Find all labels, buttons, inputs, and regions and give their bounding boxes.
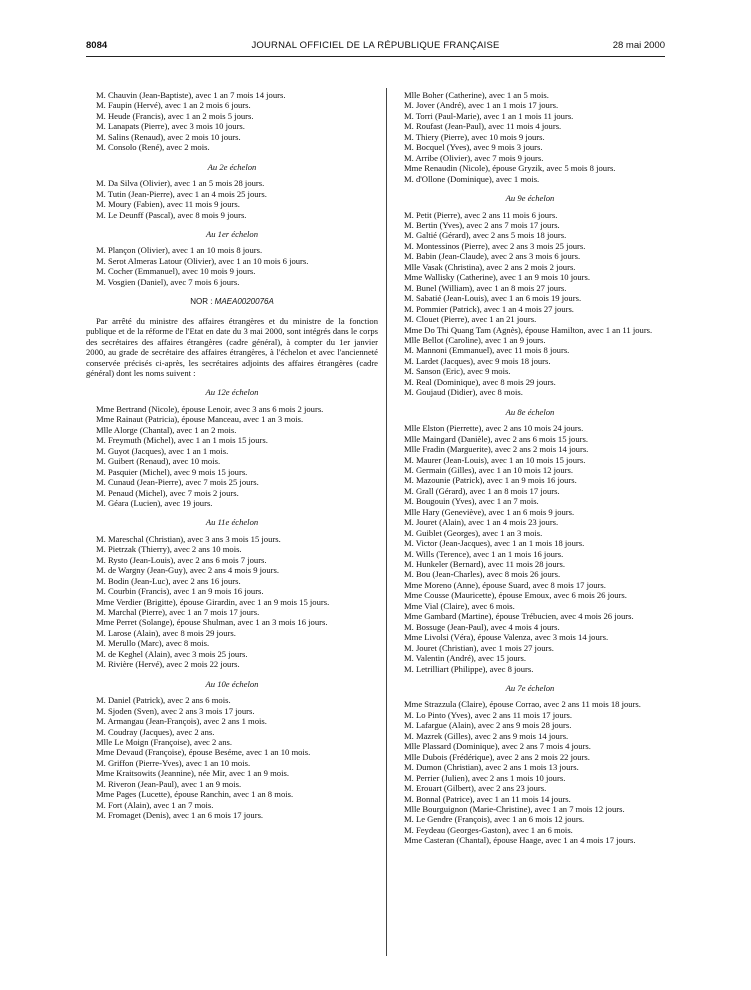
list-echelon-12 <box>86 404 378 509</box>
list-item: M. Thiery (Pierre), avec 10 mois 9 jours. <box>404 131 545 142</box>
list-item: M. de Keghel (Alain), avec 3 mois 25 jours. <box>96 648 248 659</box>
list-item: Mlle Hary (Geneviève), avec 1 an 6 mois 9 jours. <box>404 506 575 517</box>
list-item: M. Coudray (Jacques), avec 2 ans. <box>96 726 215 737</box>
list-item: M. Daniel (Patrick), avec 2 ans 6 mois. <box>96 695 231 706</box>
list-item: Mme Vial (Claire), avec 6 mois. <box>404 600 515 611</box>
list-item: M. Mazounie (Patrick), avec 1 an 9 mois 16 jours. <box>404 475 577 486</box>
list-item: M. Real (Dominique), avec 8 mois 29 jours. <box>404 376 556 387</box>
list-item: M. Courbin (Francis), avec 1 an 9 mois 16 jours. <box>96 586 264 597</box>
list-item: Mme Gambard (Martine), épouse Trébucien, avec 4 mois 26 jours. <box>404 611 634 622</box>
list-item: Mlle Elston (Pierrette), avec 2 ans 10 mois 24 jours. <box>404 423 584 434</box>
list-item: M. Heude (Francis), avec 1 an 2 mois 5 jours. <box>96 110 254 121</box>
list-item: M. Jover (André), avec 1 an 1 mois 17 jours. <box>404 100 559 111</box>
list-item: Mlle Le Moign (Françoise), avec 2 ans. <box>96 737 233 748</box>
section-echelon-8: Au 8e échelon <box>505 406 555 417</box>
list-item: M. Montessinos (Pierre), avec 2 ans 3 mois 25 jours. <box>404 240 586 251</box>
list-top-right <box>394 90 666 184</box>
list-item: M. Bossuge (Jean-Paul), avec 4 mois 4 jours. <box>404 621 560 632</box>
list-item: M. Armangau (Jean-François), avec 2 ans 1 mois. <box>96 716 267 727</box>
list-item: M. Larose (Alain), avec 8 mois 29 jours. <box>96 627 236 638</box>
list-item: M. Sanson (Eric), avec 9 mois. <box>404 366 511 377</box>
list-item: M. Goujaud (Didier), avec 8 mois. <box>404 387 523 398</box>
list-item: M. Consolo (René), avec 2 mois. <box>96 142 210 153</box>
section-echelon-12: Au 12e échelon <box>205 387 259 398</box>
list-item: M. Bonnal (Patrice), avec 1 an 11 mois 14 jours. <box>404 793 571 804</box>
list-item: M. Galtié (Gérard), avec 2 ans 5 mois 18 jours. <box>404 230 567 241</box>
section-echelon-2: Au 2e échelon <box>207 161 257 172</box>
list-item: M. Arribe (Olivier), avec 7 mois 9 jours. <box>404 152 544 163</box>
list-item: M. Clouet (Pierre), avec 1 an 21 jours. <box>404 314 537 325</box>
list-item: M. Rivière (Hervé), avec 2 mois 22 jours. <box>96 659 240 670</box>
page-header <box>86 40 665 54</box>
list-item: M. Bou (Jean-Charles), avec 8 mois 26 jours. <box>404 569 561 580</box>
list-item: M. Guibert (Renaud), avec 10 mois. <box>96 456 221 467</box>
list-item: Mme Do Thi Quang Tam (Agnès), épouse Hamilton, avec 1 an 11 jours. <box>404 324 653 335</box>
list-item: Mme Rainaut (Patricia), épouse Manceau, avec 1 an 3 mois. <box>96 414 304 425</box>
list-item: M. Da Silva (Olivier), avec 1 an 5 mois 28 jours. <box>96 178 265 189</box>
list-item: M. Dumon (Christian), avec 2 ans 1 mois 13 jours. <box>404 762 579 773</box>
list-item: Mlle Alorge (Chantal), avec 1 an 2 mois. <box>96 424 237 435</box>
nor-label: NOR : <box>190 297 213 307</box>
list-item: M. Fromaget (Denis), avec 1 an 6 mois 17 jours. <box>96 810 264 821</box>
list-item: Mme Wallisky (Catherine), avec 1 an 9 mois 10 jours. <box>404 272 591 283</box>
list-item: M. Bertin (Yves), avec 2 ans 7 mois 17 jours. <box>404 219 560 230</box>
list-item: M. Maurer (Jean-Louis), avec 1 an 10 mois 15 jours. <box>404 454 586 465</box>
list-item: M. Sabatié (Jean-Louis), avec 1 an 6 mois 19 jours. <box>404 293 582 304</box>
list-item: M. Babin (Jean-Claude), avec 2 ans 3 mois 6 jours. <box>404 251 581 262</box>
list-item: M. Fort (Alain), avec 1 an 7 mois. <box>96 799 214 810</box>
list-item: Mlle Boher (Catherine), avec 1 an 5 mois. <box>404 90 549 100</box>
nor-code: MAEA0020076A <box>214 297 274 307</box>
list-item: M. Riveron (Jean-Paul), avec 1 an 9 mois. <box>96 778 242 789</box>
list-item: M. Bodin (Jean-Luc), avec 2 ans 16 jours. <box>96 575 241 586</box>
column-separator <box>386 88 387 956</box>
list-item: M. Guyot (Jacques), avec 1 an 1 mois. <box>96 445 229 456</box>
section-echelon-11: Au 11e échelon <box>205 517 259 528</box>
list-echelon-1 <box>86 245 378 287</box>
right-column <box>394 90 666 846</box>
list-item: Mme Moreno (Anne), épouse Suard, avec 8 mois 17 jours. <box>404 579 606 590</box>
list-item: M. Penaud (Michel), avec 7 mois 2 jours. <box>96 487 239 498</box>
list-item: M. Marchal (Pierre), avec 1 an 7 mois 17 jours. <box>96 607 260 618</box>
list-item: Mlle Maingard (Danièle), avec 2 ans 6 mois 15 jours. <box>404 433 589 444</box>
list-item: M. Feydeau (Georges-Gaston), avec 1 an 6 mois. <box>404 824 573 835</box>
list-item: M. Pietrzak (Thierry), avec 2 ans 10 mois. <box>96 544 242 555</box>
list-item: M. Bocquel (Yves), avec 9 mois 3 jours. <box>404 142 543 153</box>
list-item: M. Lafargue (Alain), avec 2 ans 9 mois 28 jours. <box>404 720 572 731</box>
list-item: M. Roufast (Jean-Paul), avec 11 mois 4 jours. <box>404 121 562 132</box>
list-item: Mme Renaudin (Nicole), épouse Gryzik, avec 5 mois 8 jours. <box>404 163 616 174</box>
list-item: M. Chauvin (Jean-Baptiste), avec 1 an 7 mois 14 jours. <box>96 90 286 100</box>
list-item: M. Mareschal (Christian), avec 3 ans 3 mois 15 jours. <box>96 533 281 544</box>
list-item: M. Guiblet (Georges), avec 1 an 3 mois. <box>404 527 543 538</box>
list-item: M. Petit (Pierre), avec 2 ans 11 mois 6 jours. <box>404 209 558 220</box>
list-echelon-9 <box>394 210 666 398</box>
list-item: M. Mazrek (Gilles), avec 2 ans 9 mois 14 jours. <box>404 730 569 741</box>
list-item: Mme Devaud (Françoise), épouse Beséme, avec 1 an 10 mois. <box>96 747 311 758</box>
list-item: Mme Strazzula (Claire), épouse Corrao, avec 2 ans 11 mois 18 jours. <box>404 699 641 710</box>
left-column <box>86 90 378 821</box>
list-item: M. Grall (Gérard), avec 1 an 8 mois 17 jours. <box>404 485 560 496</box>
section-echelon-1: Au 1er échelon <box>205 228 259 239</box>
list-item: M. Perrier (Julien), avec 2 ans 1 mois 10 jours. <box>404 772 566 783</box>
list-item: M. Faupin (Hervé), avec 1 an 2 mois 6 jours. <box>96 100 251 111</box>
list-item: M. d'Ollone (Dominique), avec 1 mois. <box>404 173 540 184</box>
list-item: M. Valentin (André), avec 15 jours. <box>404 653 527 664</box>
list-item: Mlle Dubois (Frédérique), avec 2 ans 2 mois 22 jours. <box>404 751 590 762</box>
list-item: Mlle Bourguignon (Marie-Christine), avec 1 an 7 mois 12 jours. <box>404 804 625 814</box>
list-item: M. de Wargny (Jean-Guy), avec 2 ans 4 mois 9 jours. <box>96 565 280 576</box>
list-item: M. Erouart (Gilbert), avec 2 ans 23 jours. <box>404 783 547 794</box>
section-echelon-10: Au 10e échelon <box>205 678 259 689</box>
list-item: M. Freymuth (Michel), avec 1 an 1 mois 15 jours. <box>96 435 268 446</box>
list-item: M. Sjoden (Sven), avec 2 ans 3 mois 17 jours. <box>96 705 255 716</box>
list-item: Mme Casteran (Chantal), épouse Haage, avec 1 an 4 mois 17 jours. <box>404 835 636 846</box>
list-item: Mme Cousse (Mauricette), épouse Emoux, avec 6 mois 26 jours. <box>404 590 627 601</box>
list-echelon-2 <box>86 178 378 220</box>
section-echelon-7: Au 7e échelon <box>505 683 555 694</box>
list-item: M. Germain (Gilles), avec 1 an 10 mois 12 jours. <box>404 464 573 475</box>
section-echelon-9: Au 9e échelon <box>505 193 555 204</box>
list-item: Mlle Plassard (Dominique), avec 2 ans 7 mois 4 jours. <box>404 741 591 752</box>
list-item: M. Mannoni (Emmanuel), avec 11 mois 8 jours. <box>404 345 570 356</box>
list-item: M. Merullo (Marc), avec 8 mois. <box>96 638 210 649</box>
arrete-paragraph: Par arrêté du ministre des affaires étrangères et du ministre de la fonction publique et de la réforme de l'Etat en date du 3 mai 2000, sont intégrés dans le corps des secrétaires des affaires étrangères (cadre général), à compter du 1er janvier 2000, au grade de secrétaire des affaires étrangères, à l'échelon et avec l'ancienneté conservée précisés ci-après, les secrétaires adjoints des affaires étrangères (cadre général) dont les noms suivent : <box>86 315 378 378</box>
list-echelon-7 <box>394 699 666 845</box>
list-item: Mme Livolsi (Véra), épouse Valenza, avec 3 mois 14 jours. <box>404 632 609 643</box>
list-item: M. Lardet (Jacques), avec 9 mois 18 jours. <box>404 355 551 366</box>
list-echelon-10 <box>86 695 378 820</box>
list-item: M. Wills (Terence), avec 1 an 1 mois 16 jours. <box>404 548 564 559</box>
list-item: M. Tutin (Jean-Pierre), avec 1 an 4 mois 25 jours. <box>96 188 267 199</box>
list-item: Mme Perret (Solange), épouse Shulman, avec 1 an 3 mois 16 jours. <box>96 617 328 628</box>
list-item: M. Bunel (William), avec 1 an 8 mois 27 jours. <box>404 282 567 293</box>
list-item: M. Cunaud (Jean-Pierre), avec 7 mois 25 jours. <box>96 477 259 488</box>
list-item: M. Lo Pinto (Yves), avec 2 ans 11 mois 17 jours. <box>404 709 573 720</box>
list-item: M. Le Deunff (Pascal), avec 8 mois 9 jours. <box>96 209 247 220</box>
list-item: M. Jouret (Alain), avec 1 an 4 mois 23 jours. <box>404 517 559 528</box>
list-item: M. Torri (Paul-Marie), avec 1 an 1 mois 11 jours. <box>404 110 574 121</box>
list-top-left <box>86 90 378 153</box>
list-echelon-8 <box>394 423 666 674</box>
list-item: M. Moury (Fabien), avec 11 mois 9 jours. <box>96 199 240 210</box>
page-number: 8084 <box>86 40 108 51</box>
list-item: M. Bougouin (Yves), avec 1 an 7 mois. <box>404 496 539 507</box>
list-item: Mme Bertrand (Nicole), épouse Lenoir, avec 3 ans 6 mois 2 jours. <box>96 403 324 414</box>
list-item: Mme Pages (Lucette), épouse Ranchin, avec 1 an 8 mois. <box>96 789 294 800</box>
list-item: M. Cocher (Emmanuel), avec 10 mois 9 jours. <box>96 266 256 277</box>
list-item: Mme Verdier (Brigitte), épouse Girardin, avec 1 an 9 mois 15 jours. <box>96 596 330 607</box>
list-item: M. Le Gendre (François), avec 1 an 6 mois 12 jours. <box>404 814 585 825</box>
list-item: M. Vosgien (Daniel), avec 7 mois 6 jours. <box>96 276 240 287</box>
list-item: Mlle Fradin (Marguerite), avec 2 ans 2 mois 14 jours. <box>404 444 589 455</box>
list-item: M. Serot Almeras Latour (Olivier), avec 1 an 10 mois 6 jours. <box>96 255 309 266</box>
list-item: M. Géara (Lucien), avec 19 jours. <box>96 497 213 508</box>
list-item: Mlle Vasak (Christina), avec 2 ans 2 mois 2 jours. <box>404 261 576 272</box>
list-echelon-11 <box>86 534 378 670</box>
journal-title: JOURNAL OFFICIEL DE LA RÉPUBLIQUE FRANÇAISE <box>251 40 500 51</box>
list-item: Mlle Bellot (Caroline), avec 1 an 9 jours. <box>404 334 546 345</box>
list-item: M. Pommier (Patrick), avec 1 an 4 mois 27 jours. <box>404 303 574 314</box>
list-item: M. Griffon (Pierre-Yves), avec 1 an 10 mois. <box>96 757 251 768</box>
list-item: M. Hunkeler (Bernard), avec 11 mois 28 jours. <box>404 559 566 570</box>
list-item: M. Jouret (Christian), avec 1 mois 27 jours. <box>404 642 554 653</box>
list-item: M. Lanapats (Pierre), avec 3 mois 10 jours. <box>96 121 245 132</box>
header-rule <box>86 56 665 57</box>
list-item: M. Pasquier (Michel), avec 9 mois 15 jours. <box>96 466 248 477</box>
list-item: Mme Kraitsowits (Jeannine), née Mir, avec 1 an 9 mois. <box>96 768 289 779</box>
list-item: M. Plançon (Olivier), avec 1 an 10 mois 8 jours. <box>96 245 263 256</box>
nor-reference <box>86 297 378 307</box>
list-item: M. Rysto (Jean-Louis), avec 2 ans 6 mois 7 jours. <box>96 554 267 565</box>
list-item: M. Victor (Jean-Jacques), avec 1 an 1 mois 18 jours. <box>404 538 585 549</box>
list-item: M. Salins (Renaud), avec 2 mois 10 jours. <box>96 131 241 142</box>
publication-date: 28 mai 2000 <box>612 40 665 51</box>
list-item: M. Letrilliart (Philippe), avec 8 jours. <box>404 663 534 674</box>
